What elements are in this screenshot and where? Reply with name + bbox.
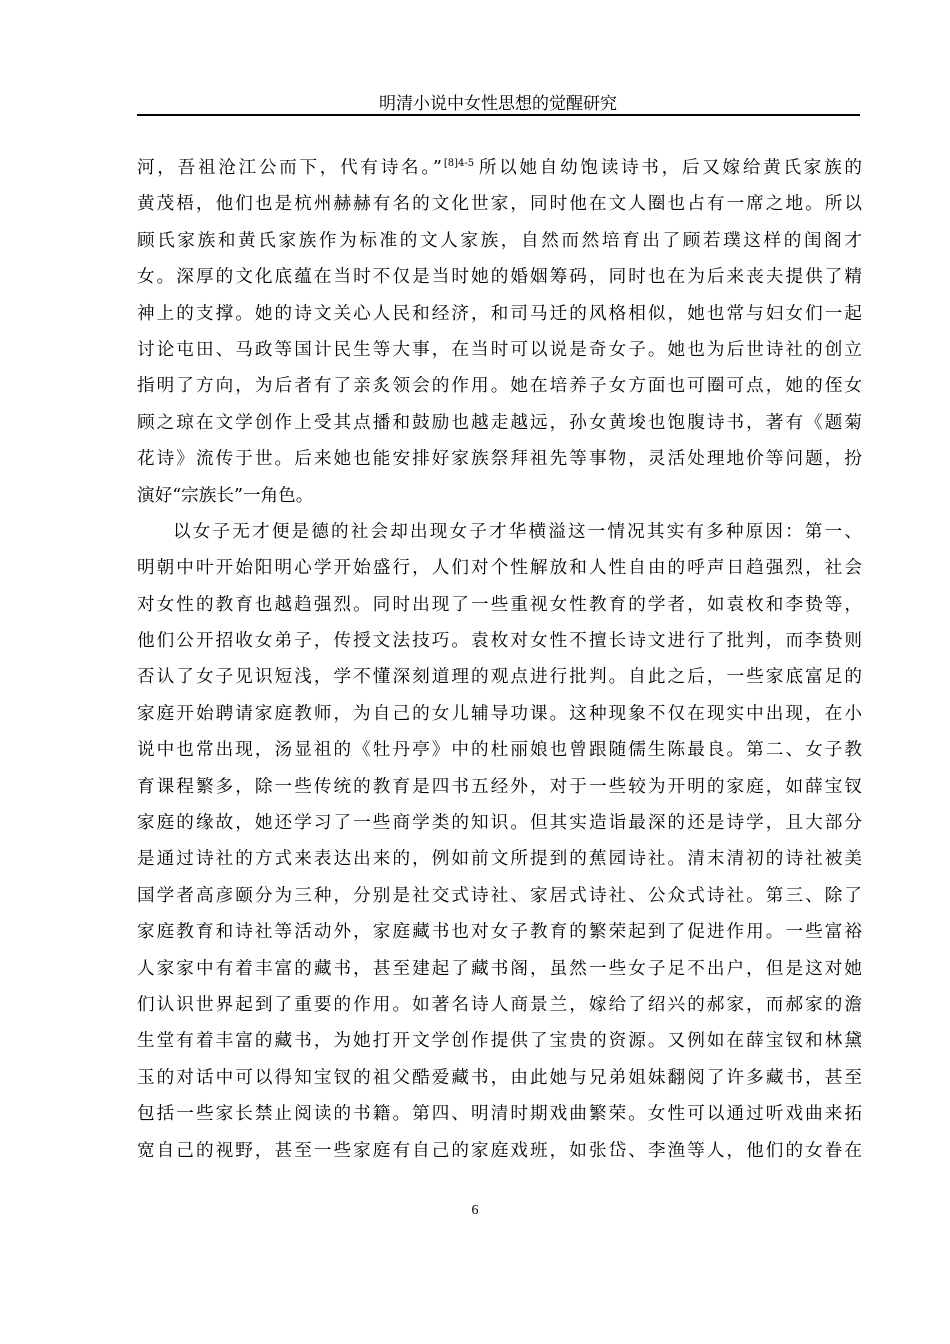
text-line: 明朝中叶开始阳明心学开始盛行，人们对个性解放和人性自由的呼声日趋强烈，社会: [137, 558, 862, 579]
text-line: 生堂有着丰富的藏书，为她打开文学创作提供了宝贵的资源。又例如在薛宝钗和林黛: [137, 1031, 862, 1052]
paragraph: [137, 514, 862, 1169]
text-line: 花诗》流传于世。后来她也能安排好家族祭拜祖先等事物，灵活处理地价等问题，扮: [137, 449, 862, 470]
text-line: 人家家中有着丰富的藏书，甚至建起了藏书阁，虽然一些女子足不出户，但是这对她: [137, 958, 862, 979]
text-line: 对女性的教育也越趋强烈。同时出现了一些重视女性教育的学者，如袁枚和李贽等，: [137, 594, 862, 615]
text-line: 包括一些家长禁止阅读的书籍。第四、明清时期戏曲繁荣。女性可以通过听戏曲来拓: [137, 1104, 862, 1125]
text-line: 黄茂梧，他们也是杭州赫赫有名的文化世家，同时他在文人圈也占有一席之地。所以: [137, 194, 862, 215]
text-line: 讨论屯田、马政等国计民生等大事，在当时可以说是奇女子。她也为后世诗社的创立: [137, 339, 862, 360]
text-line: 们认识世界起到了重要的作用。如著名诗人商景兰，嫁给了绍兴的郝家，而郝家的澹: [137, 994, 862, 1015]
citation-reference: [8]4-5: [443, 158, 475, 169]
text-line: 是通过诗社的方式来表达出来的，例如前文所提到的蕉园诗社。清末清初的诗社被美: [137, 849, 862, 870]
text-line: 神上的支撑。她的诗文关心人民和经济，和司马迁的风格相似，她也常与妇女们一起: [137, 303, 862, 324]
text-line: 顾氏家族和黄氏家族作为标准的文人家族，自然而然培育出了顾若璞这样的闺阁才: [137, 230, 862, 251]
text-line: 他们公开招收女弟子，传授文法技巧。袁枚对女性不擅长诗文进行了批判，而李贽则: [137, 631, 862, 652]
paragraph: [137, 150, 862, 514]
text-line: 育课程繁多，除一些传统的教育是四书五经外，对于一些较为开明的家庭，如薛宝钗: [137, 776, 862, 797]
text-line: 女。深厚的文化底蕴在当时不仅是当时她的婚姻筹码，同时也在为后来丧夫提供了精: [137, 267, 862, 288]
text-line: 家庭开始聘请家庭教师，为自己的女儿辅导功课。这种现象不仅在现实中出现，在小: [137, 703, 862, 724]
text-line: 否认了女子见识短浅，学不懂深刻道理的观点进行批判。自此之后，一些家底富足的: [137, 667, 862, 688]
body-text: [137, 150, 862, 1169]
text-line: 家庭教育和诗社等活动外，家庭藏书也对女子教育的繁荣起到了促进作用。一些富裕: [137, 922, 862, 943]
header-rule: [137, 114, 860, 116]
text-line: 演好“宗族长”一角色。: [137, 485, 314, 506]
text-line: 说中也常出现，汤显祖的《牡丹亭》中的杜丽娘也曾跟随儒生陈最良。第二、女子教: [137, 740, 862, 761]
text-line: 国学者高彦颐分为三种，分别是社交式诗社、家居式诗社、公众式诗社。第三、除了: [137, 885, 862, 906]
text-line: 家庭的缘故，她还学习了一些商学类的知识。但其实造诣最深的还是诗学，且大部分: [137, 813, 862, 834]
text-segment: 河，吾祖沧江公而下，代有诗名。”: [137, 158, 442, 178]
text-segment: 所以她自幼饱读诗书，后又嫁给黄氏家族的: [476, 158, 862, 178]
text-line: 指明了方向，为后者有了亲炙领会的作用。她在培养子女方面也可圈可点，她的侄女: [137, 376, 862, 397]
text-line: 宽自己的视野，甚至一些家庭有自己的家庭戏班，如张岱、李渔等人，他们的女眷在: [137, 1140, 862, 1161]
text-line: 玉的对话中可以得知宝钗的祖父酷爱藏书，由此她与兄弟姐妹翻阅了许多藏书，甚至: [137, 1067, 862, 1088]
text-line: [137, 150, 862, 186]
text-line: 以女子无才便是德的社会却出现女子才华横溢这一情况其实有多种原因：第一、: [173, 521, 862, 542]
text-line: 顾之琼在文学创作上受其点播和鼓励也越走越远，孙女黄埈也饱腹诗书，著有《题菊: [137, 412, 862, 433]
page-number: 6: [471, 1203, 479, 1218]
running-header: 明清小说中女性思想的觉醒研究: [379, 94, 617, 114]
